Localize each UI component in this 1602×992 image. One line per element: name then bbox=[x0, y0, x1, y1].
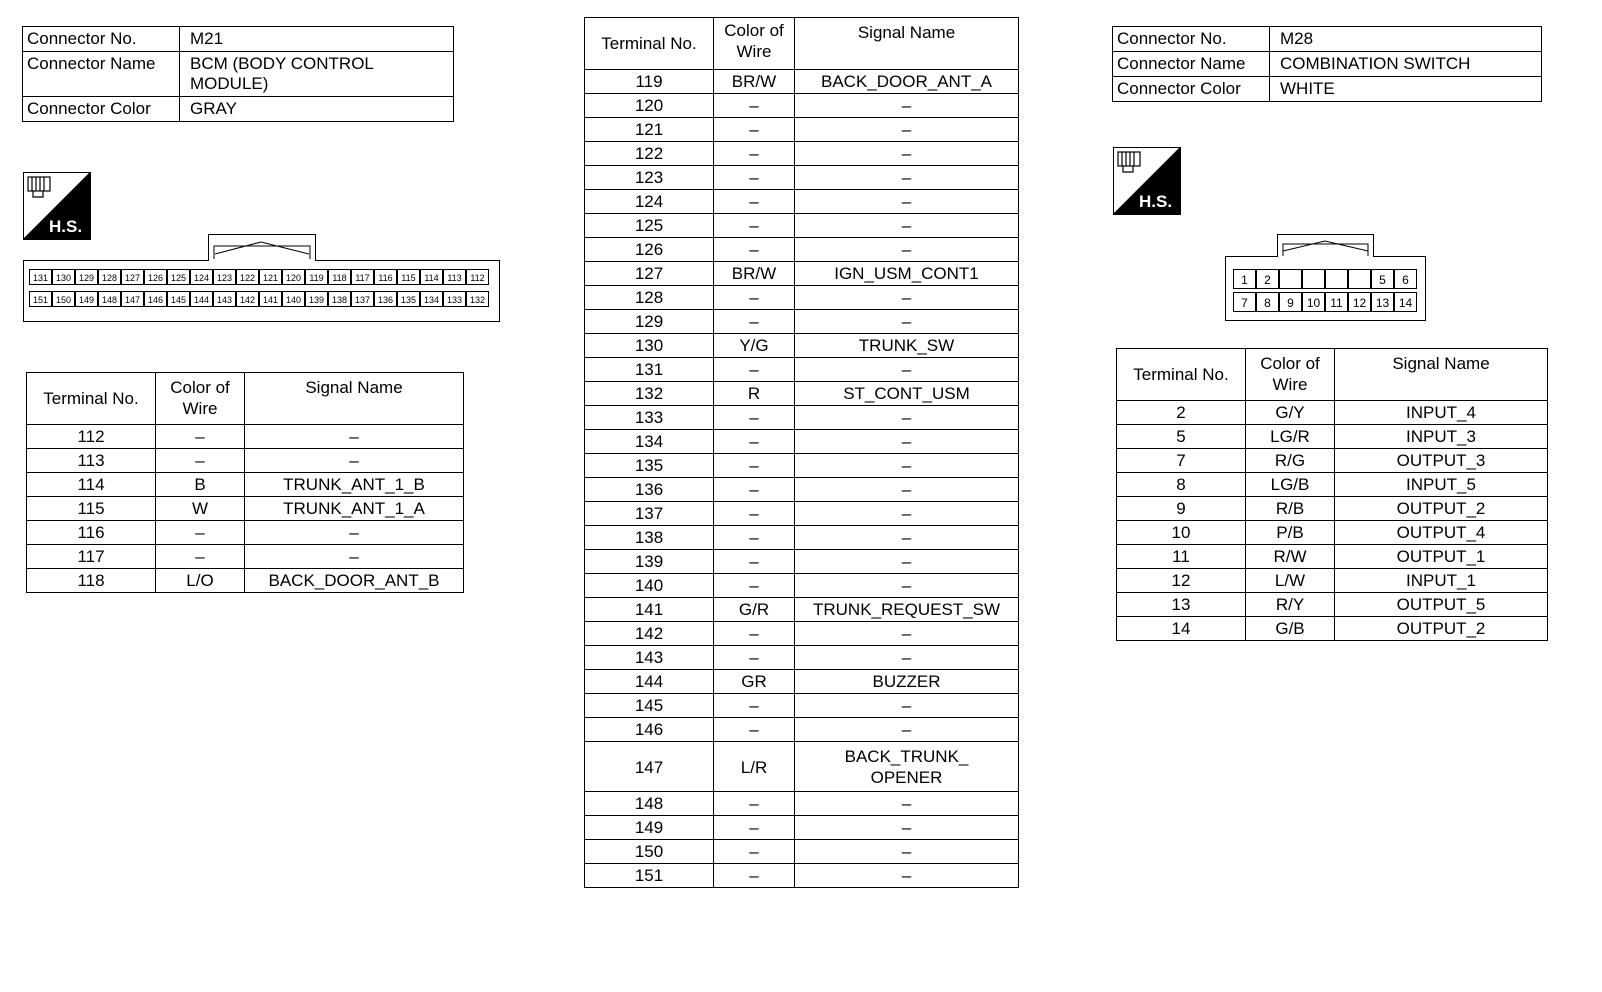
terminal-no-cell: 125 bbox=[585, 214, 714, 238]
signal-name-cell: INPUT_4 bbox=[1335, 401, 1548, 425]
terminal-no-cell: 121 bbox=[585, 118, 714, 142]
m21-connector-info bbox=[22, 26, 454, 122]
table-row bbox=[585, 142, 1019, 166]
table-row bbox=[27, 473, 464, 497]
signal-name-cell: OUTPUT_3 bbox=[1335, 449, 1548, 473]
terminal-no-cell: 130 bbox=[585, 334, 714, 358]
terminal-no-cell: 114 bbox=[27, 473, 156, 497]
table-row bbox=[1117, 425, 1548, 449]
terminal-no-cell: 115 bbox=[27, 497, 156, 521]
wire-color-cell: G/Y bbox=[1246, 401, 1335, 425]
pin-cavity: 137 bbox=[351, 291, 374, 307]
pin-cavity: 120 bbox=[282, 269, 305, 285]
signal-name-cell: INPUT_5 bbox=[1335, 473, 1548, 497]
terminal-no-cell: 129 bbox=[585, 310, 714, 334]
table-row bbox=[585, 286, 1019, 310]
wire-color-header: Color of Wire bbox=[156, 373, 245, 425]
pin-cavity: 123 bbox=[213, 269, 236, 285]
signal-name-cell: – bbox=[795, 454, 1019, 478]
wire-color-cell: – bbox=[714, 478, 795, 502]
terminal-no-cell: 138 bbox=[585, 526, 714, 550]
wire-color-cell: – bbox=[714, 622, 795, 646]
svg-text:H.S.: H.S. bbox=[49, 217, 83, 236]
table-row bbox=[1117, 497, 1548, 521]
table-row bbox=[585, 70, 1019, 94]
pin-cavity: 138 bbox=[328, 291, 351, 307]
wire-color-cell: B bbox=[156, 473, 245, 497]
terminal-no-cell: 126 bbox=[585, 238, 714, 262]
pin-cavity: 122 bbox=[236, 269, 259, 285]
pin-cavity: 5 bbox=[1371, 269, 1394, 289]
terminal-no-cell: 13 bbox=[1117, 593, 1246, 617]
m28-connector-info bbox=[1112, 26, 1542, 102]
terminal-no-cell: 134 bbox=[585, 430, 714, 454]
signal-name-cell: – bbox=[795, 574, 1019, 598]
table-row bbox=[585, 430, 1019, 454]
pin-cavity: 121 bbox=[259, 269, 282, 285]
pin-cavity: 7 bbox=[1233, 292, 1256, 312]
signal-name-header: Signal Name bbox=[245, 373, 464, 425]
terminal-no-cell: 140 bbox=[585, 574, 714, 598]
signal-name-cell: – bbox=[795, 118, 1019, 142]
signal-name-cell: – bbox=[795, 406, 1019, 430]
signal-name-cell: INPUT_3 bbox=[1335, 425, 1548, 449]
m28-terminal-table bbox=[1116, 348, 1548, 641]
wire-color-cell: – bbox=[156, 545, 245, 569]
table-row bbox=[585, 864, 1019, 888]
table-row bbox=[585, 622, 1019, 646]
pin-cavity: 140 bbox=[282, 291, 305, 307]
wire-color-cell: – bbox=[714, 430, 795, 454]
signal-name-cell: – bbox=[245, 545, 464, 569]
pin-cavity: 113 bbox=[443, 269, 466, 285]
terminal-no-cell: 128 bbox=[585, 286, 714, 310]
terminal-no-header: Terminal No. bbox=[27, 373, 156, 425]
pin-cavity: 133 bbox=[443, 291, 466, 307]
wire-color-cell: – bbox=[714, 286, 795, 310]
wire-color-cell: R/W bbox=[1246, 545, 1335, 569]
terminal-no-cell: 139 bbox=[585, 550, 714, 574]
wire-color-cell: – bbox=[714, 864, 795, 888]
table-row bbox=[27, 521, 464, 545]
table-row bbox=[585, 670, 1019, 694]
wire-color-cell: – bbox=[714, 406, 795, 430]
wire-color-cell: – bbox=[156, 521, 245, 545]
pin-cavity: 144 bbox=[190, 291, 213, 307]
signal-name-cell: – bbox=[795, 502, 1019, 526]
table-row bbox=[585, 574, 1019, 598]
table-row bbox=[585, 94, 1019, 118]
wire-color-cell: L/O bbox=[156, 569, 245, 593]
terminal-no-cell: 151 bbox=[585, 864, 714, 888]
terminal-no-cell: 133 bbox=[585, 406, 714, 430]
table-row bbox=[585, 694, 1019, 718]
wire-color-cell: – bbox=[714, 792, 795, 816]
wire-color-cell: – bbox=[714, 454, 795, 478]
table-row bbox=[585, 310, 1019, 334]
signal-name-cell: – bbox=[245, 521, 464, 545]
terminal-no-cell: 124 bbox=[585, 190, 714, 214]
pin-cavity: 148 bbox=[98, 291, 121, 307]
signal-name-cell: IGN_USM_CONT1 bbox=[795, 262, 1019, 286]
connector-color-label: Connector Color bbox=[1113, 77, 1270, 102]
signal-name-cell: – bbox=[795, 94, 1019, 118]
wire-color-cell: LG/R bbox=[1246, 425, 1335, 449]
wire-color-cell: R/G bbox=[1246, 449, 1335, 473]
signal-name-cell: – bbox=[795, 792, 1019, 816]
wire-color-cell: L/R bbox=[714, 742, 795, 792]
wire-color-cell: – bbox=[714, 190, 795, 214]
pin-cavity: 131 bbox=[29, 269, 52, 285]
pin-cavity: 128 bbox=[98, 269, 121, 285]
pin-cavity: 150 bbox=[52, 291, 75, 307]
table-row bbox=[1117, 473, 1548, 497]
pin-cavity: 125 bbox=[167, 269, 190, 285]
table-row bbox=[585, 358, 1019, 382]
signal-name-cell: – bbox=[795, 358, 1019, 382]
table-row bbox=[585, 550, 1019, 574]
wire-color-cell: BR/W bbox=[714, 262, 795, 286]
connector-no-value: M21 bbox=[180, 27, 454, 52]
pin-cavity: 114 bbox=[420, 269, 443, 285]
signal-name-cell: – bbox=[795, 694, 1019, 718]
terminal-no-cell: 132 bbox=[585, 382, 714, 406]
table-row bbox=[585, 262, 1019, 286]
pin-cavity: 11 bbox=[1325, 292, 1348, 312]
pin-cavity: 10 bbox=[1302, 292, 1325, 312]
table-row bbox=[585, 502, 1019, 526]
connector-name-value: COMBINATION SWITCH bbox=[1270, 52, 1542, 77]
signal-name-cell: BACK_DOOR_ANT_A bbox=[795, 70, 1019, 94]
signal-name-cell: INPUT_1 bbox=[1335, 569, 1548, 593]
table-row bbox=[585, 118, 1019, 142]
terminal-no-cell: 143 bbox=[585, 646, 714, 670]
table-row bbox=[27, 569, 464, 593]
table-row bbox=[585, 190, 1019, 214]
pin-cavity: 127 bbox=[121, 269, 144, 285]
signal-name-cell: – bbox=[795, 478, 1019, 502]
terminal-no-cell: 148 bbox=[585, 792, 714, 816]
table-row bbox=[585, 792, 1019, 816]
signal-name-cell: – bbox=[795, 718, 1019, 742]
wire-color-cell: – bbox=[714, 94, 795, 118]
wire-color-cell: – bbox=[714, 238, 795, 262]
table-row bbox=[585, 526, 1019, 550]
pin-cavity: 116 bbox=[374, 269, 397, 285]
connector-name-label: Connector Name bbox=[1113, 52, 1270, 77]
wire-color-cell: – bbox=[156, 449, 245, 473]
signal-name-cell: BUZZER bbox=[795, 670, 1019, 694]
signal-name-cell: – bbox=[795, 840, 1019, 864]
table-row bbox=[1117, 593, 1548, 617]
table-row bbox=[585, 478, 1019, 502]
table-row bbox=[585, 454, 1019, 478]
signal-name-cell: – bbox=[795, 238, 1019, 262]
connector-name-value: BCM (BODY CONTROL MODULE) bbox=[180, 52, 454, 97]
wire-color-cell: LG/B bbox=[1246, 473, 1335, 497]
pin-cavity: 142 bbox=[236, 291, 259, 307]
signal-name-cell: – bbox=[795, 214, 1019, 238]
wire-color-cell: W bbox=[156, 497, 245, 521]
table-row bbox=[585, 382, 1019, 406]
terminal-no-cell: 120 bbox=[585, 94, 714, 118]
terminal-no-cell: 12 bbox=[1117, 569, 1246, 593]
wire-color-cell: – bbox=[714, 214, 795, 238]
table-row bbox=[585, 166, 1019, 190]
wire-color-cell: P/B bbox=[1246, 521, 1335, 545]
terminal-no-cell: 136 bbox=[585, 478, 714, 502]
pin-cavity: 9 bbox=[1279, 292, 1302, 312]
pin-cavity: 119 bbox=[305, 269, 328, 285]
wire-color-cell: – bbox=[714, 310, 795, 334]
pin-cavity bbox=[1325, 269, 1348, 289]
table-row bbox=[27, 497, 464, 521]
signal-name-cell: – bbox=[795, 190, 1019, 214]
signal-name-cell: ST_CONT_USM bbox=[795, 382, 1019, 406]
wire-color-cell: – bbox=[714, 358, 795, 382]
signal-name-cell: – bbox=[795, 864, 1019, 888]
wire-color-cell: R bbox=[714, 382, 795, 406]
pin-cavity: 6 bbox=[1394, 269, 1417, 289]
table-row bbox=[585, 816, 1019, 840]
m21-terminal-table bbox=[26, 372, 464, 593]
signal-name-cell: OUTPUT_2 bbox=[1335, 617, 1548, 641]
terminal-no-cell: 118 bbox=[27, 569, 156, 593]
wire-color-cell: – bbox=[714, 118, 795, 142]
terminal-no-cell: 141 bbox=[585, 598, 714, 622]
terminal-no-cell: 8 bbox=[1117, 473, 1246, 497]
signal-name-cell: – bbox=[795, 646, 1019, 670]
pin-cavity: 12 bbox=[1348, 292, 1371, 312]
m21-terminal-table-continued bbox=[584, 17, 1019, 888]
signal-name-cell: – bbox=[795, 310, 1019, 334]
terminal-no-cell: 123 bbox=[585, 166, 714, 190]
wire-color-header: Color of Wire bbox=[1246, 349, 1335, 401]
connector-no-value: M28 bbox=[1270, 27, 1542, 52]
signal-name-cell: – bbox=[795, 550, 1019, 574]
wire-color-cell: – bbox=[714, 166, 795, 190]
connector-no-label: Connector No. bbox=[23, 27, 180, 52]
terminal-no-cell: 7 bbox=[1117, 449, 1246, 473]
m21-connector-face bbox=[23, 232, 500, 322]
wire-color-cell: – bbox=[714, 574, 795, 598]
signal-name-cell: – bbox=[795, 816, 1019, 840]
wire-color-cell: – bbox=[714, 718, 795, 742]
signal-name-cell: OUTPUT_1 bbox=[1335, 545, 1548, 569]
pin-cavity: 135 bbox=[397, 291, 420, 307]
pin-cavity: 143 bbox=[213, 291, 236, 307]
pin-cavity: 14 bbox=[1394, 292, 1417, 312]
connector-color-label: Connector Color bbox=[23, 97, 180, 122]
table-row bbox=[1117, 569, 1548, 593]
signal-name-cell: OUTPUT_2 bbox=[1335, 497, 1548, 521]
table-row bbox=[585, 214, 1019, 238]
pin-cavity: 136 bbox=[374, 291, 397, 307]
signal-name-cell: – bbox=[795, 166, 1019, 190]
wire-color-cell: G/B bbox=[1246, 617, 1335, 641]
terminal-no-cell: 146 bbox=[585, 718, 714, 742]
terminal-no-cell: 116 bbox=[27, 521, 156, 545]
table-row bbox=[585, 646, 1019, 670]
terminal-no-cell: 142 bbox=[585, 622, 714, 646]
signal-name-header: Signal Name bbox=[1335, 349, 1548, 401]
pin-cavity: 134 bbox=[420, 291, 443, 307]
wire-color-cell: – bbox=[714, 816, 795, 840]
wire-color-cell: L/W bbox=[1246, 569, 1335, 593]
wire-color-cell: – bbox=[714, 550, 795, 574]
wire-color-cell: – bbox=[156, 425, 245, 449]
m28-connector-face bbox=[1225, 232, 1426, 322]
terminal-no-cell: 122 bbox=[585, 142, 714, 166]
signal-name-cell: OUTPUT_5 bbox=[1335, 593, 1548, 617]
wire-color-cell: – bbox=[714, 526, 795, 550]
svg-text:H.S.: H.S. bbox=[1139, 192, 1173, 211]
pin-cavity: 117 bbox=[351, 269, 374, 285]
wire-color-cell: – bbox=[714, 502, 795, 526]
terminal-no-cell: 2 bbox=[1117, 401, 1246, 425]
harness-side-icon bbox=[1113, 147, 1181, 215]
connector-no-label: Connector No. bbox=[1113, 27, 1270, 52]
table-row bbox=[27, 449, 464, 473]
table-row bbox=[1117, 521, 1548, 545]
terminal-no-cell: 117 bbox=[27, 545, 156, 569]
pin-cavity: 139 bbox=[305, 291, 328, 307]
wire-color-header: Color of Wire bbox=[714, 18, 795, 70]
wire-color-cell: – bbox=[714, 840, 795, 864]
signal-name-cell: – bbox=[795, 142, 1019, 166]
pin-cavity: 129 bbox=[75, 269, 98, 285]
table-row bbox=[1117, 401, 1548, 425]
terminal-no-cell: 9 bbox=[1117, 497, 1246, 521]
signal-name-cell: TRUNK_ANT_1_A bbox=[245, 497, 464, 521]
wire-color-cell: – bbox=[714, 694, 795, 718]
table-row bbox=[1117, 545, 1548, 569]
signal-name-cell: TRUNK_REQUEST_SW bbox=[795, 598, 1019, 622]
terminal-no-cell: 5 bbox=[1117, 425, 1246, 449]
signal-name-header: Signal Name bbox=[795, 18, 1019, 70]
wire-color-cell: G/R bbox=[714, 598, 795, 622]
table-row bbox=[1117, 449, 1548, 473]
signal-name-cell: BACK_DOOR_ANT_B bbox=[245, 569, 464, 593]
terminal-no-cell: 112 bbox=[27, 425, 156, 449]
terminal-no-cell: 119 bbox=[585, 70, 714, 94]
terminal-no-cell: 144 bbox=[585, 670, 714, 694]
table-row bbox=[585, 238, 1019, 262]
table-row bbox=[27, 425, 464, 449]
signal-name-cell: – bbox=[795, 526, 1019, 550]
pin-cavity bbox=[1302, 269, 1325, 289]
signal-name-cell: – bbox=[245, 425, 464, 449]
terminal-no-cell: 147 bbox=[585, 742, 714, 792]
terminal-no-cell: 10 bbox=[1117, 521, 1246, 545]
terminal-no-cell: 149 bbox=[585, 816, 714, 840]
pin-cavity: 141 bbox=[259, 291, 282, 307]
pin-cavity: 118 bbox=[328, 269, 351, 285]
wire-color-cell: R/B bbox=[1246, 497, 1335, 521]
pin-cavity: 2 bbox=[1256, 269, 1279, 289]
harness-side-icon bbox=[23, 172, 91, 240]
wire-color-cell: – bbox=[714, 142, 795, 166]
pin-cavity: 149 bbox=[75, 291, 98, 307]
table-row bbox=[1117, 617, 1548, 641]
pin-cavity: 146 bbox=[144, 291, 167, 307]
table-row bbox=[585, 742, 1019, 792]
connector-color-value: WHITE bbox=[1270, 77, 1542, 102]
pin-cavity: 112 bbox=[466, 269, 489, 285]
wire-color-cell: – bbox=[714, 646, 795, 670]
terminal-no-cell: 113 bbox=[27, 449, 156, 473]
terminal-no-cell: 150 bbox=[585, 840, 714, 864]
terminal-no-cell: 14 bbox=[1117, 617, 1246, 641]
pin-cavity: 151 bbox=[29, 291, 52, 307]
terminal-no-cell: 137 bbox=[585, 502, 714, 526]
pin-cavity: 124 bbox=[190, 269, 213, 285]
pin-cavity bbox=[1348, 269, 1371, 289]
signal-name-cell: TRUNK_ANT_1_B bbox=[245, 473, 464, 497]
wire-color-cell: Y/G bbox=[714, 334, 795, 358]
table-row bbox=[585, 840, 1019, 864]
pin-cavity: 13 bbox=[1371, 292, 1394, 312]
signal-name-cell: OUTPUT_4 bbox=[1335, 521, 1548, 545]
pin-cavity bbox=[1279, 269, 1302, 289]
signal-name-cell: – bbox=[795, 286, 1019, 310]
connector-name-label: Connector Name bbox=[23, 52, 180, 97]
terminal-no-cell: 131 bbox=[585, 358, 714, 382]
terminal-no-cell: 127 bbox=[585, 262, 714, 286]
signal-name-cell: TRUNK_SW bbox=[795, 334, 1019, 358]
signal-name-cell: BACK_TRUNK_ OPENER bbox=[795, 742, 1019, 792]
pin-cavity: 132 bbox=[466, 291, 489, 307]
terminal-no-cell: 135 bbox=[585, 454, 714, 478]
wire-color-cell: GR bbox=[714, 670, 795, 694]
table-row bbox=[585, 334, 1019, 358]
signal-name-cell: – bbox=[795, 430, 1019, 454]
table-row bbox=[585, 718, 1019, 742]
table-row bbox=[585, 406, 1019, 430]
pin-cavity: 8 bbox=[1256, 292, 1279, 312]
pin-cavity: 1 bbox=[1233, 269, 1256, 289]
pin-cavity: 130 bbox=[52, 269, 75, 285]
wire-color-cell: R/Y bbox=[1246, 593, 1335, 617]
pin-cavity: 115 bbox=[397, 269, 420, 285]
table-row bbox=[27, 545, 464, 569]
signal-name-cell: – bbox=[795, 622, 1019, 646]
connector-color-value: GRAY bbox=[180, 97, 454, 122]
terminal-no-cell: 11 bbox=[1117, 545, 1246, 569]
pin-cavity: 145 bbox=[167, 291, 190, 307]
terminal-no-cell: 145 bbox=[585, 694, 714, 718]
terminal-no-header: Terminal No. bbox=[1117, 349, 1246, 401]
terminal-no-header: Terminal No. bbox=[585, 18, 714, 70]
signal-name-cell: – bbox=[245, 449, 464, 473]
pin-cavity: 126 bbox=[144, 269, 167, 285]
wire-color-cell: BR/W bbox=[714, 70, 795, 94]
table-row bbox=[585, 598, 1019, 622]
pin-cavity: 147 bbox=[121, 291, 144, 307]
